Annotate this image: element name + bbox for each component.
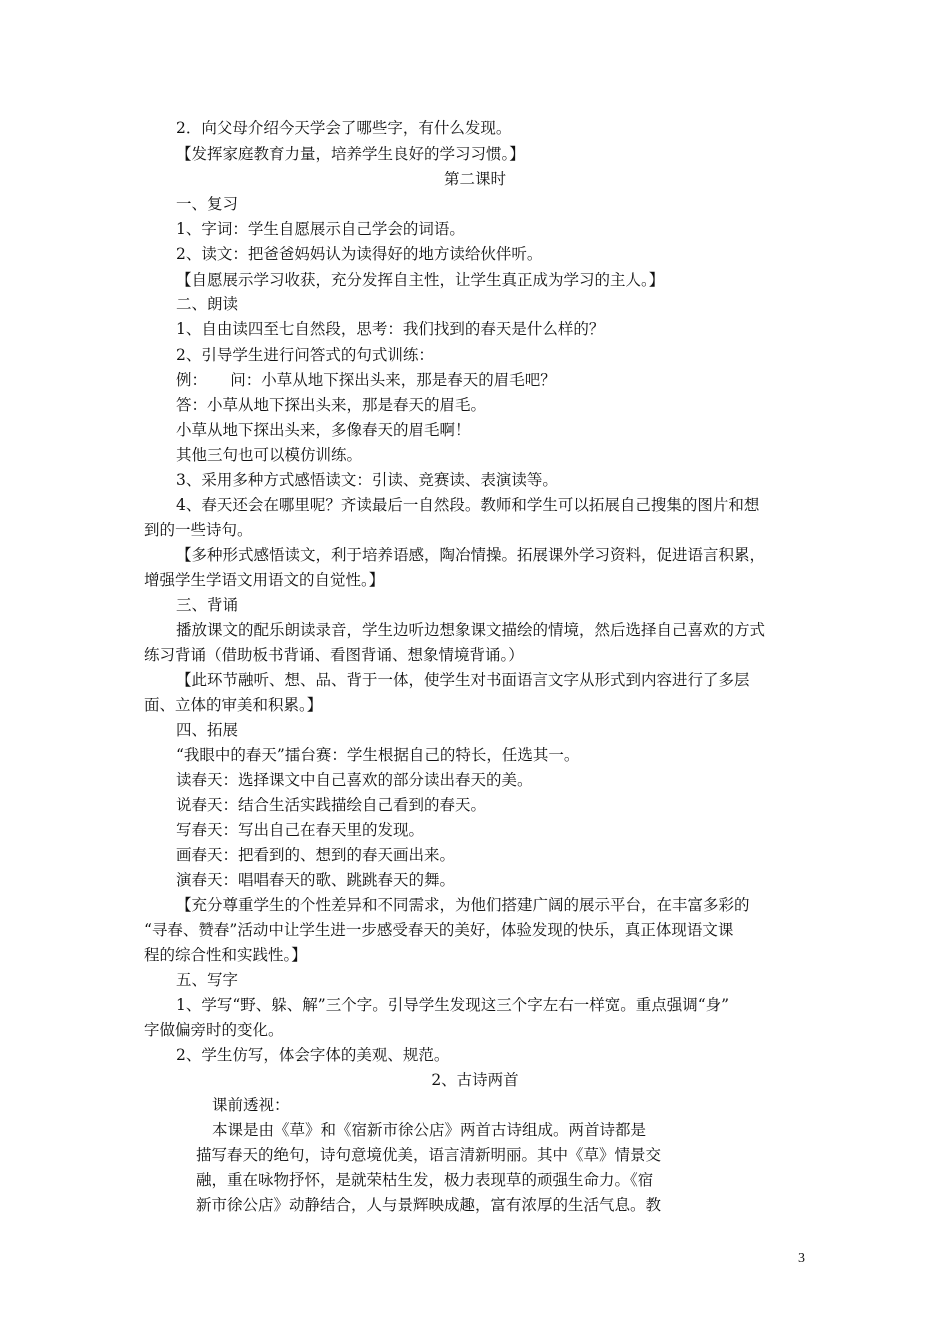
note-line: 【自愿展示学习收获，充分发挥自主性，让学生真正成为学习的主人。】 xyxy=(176,271,665,289)
text-line: 字做偏旁时的变化。 xyxy=(144,1021,284,1039)
note-line: 程的综合性和实践性。】 xyxy=(144,946,307,964)
text-line: 描写春天的绝句，诗句意境优美，语言清新明丽。其中《草》情景交 xyxy=(196,1146,662,1164)
text-line: 读春天：选择课文中自己喜欢的部分读出春天的美。 xyxy=(176,771,533,789)
note-line: 增强学生学语文用语文的自觉性。】 xyxy=(144,571,385,589)
text-line: 2、读文：把爸爸妈妈认为读得好的地方读给伙伴听。 xyxy=(176,245,543,263)
text-line: 1、自由读四至七自然段，思考：我们找到的春天是什么样的？ xyxy=(176,320,605,338)
subheading: 二、朗读 xyxy=(176,295,239,313)
text-line: 融，重在咏物抒怀，是就荣枯生发，极力表现草的顽强生命力。《宿 xyxy=(196,1171,654,1189)
subheading: 一、复习 xyxy=(176,195,239,213)
note-line: 面、立体的审美和积累。】 xyxy=(144,696,323,714)
text-line: 其他三句也可以模仿训练。 xyxy=(176,446,363,464)
subheading: 五、写字 xyxy=(176,971,239,989)
section-heading: 第二课时 xyxy=(443,170,506,188)
text-line: 2．向父母介绍今天学会了哪些字，有什么发现。 xyxy=(176,119,512,137)
subheading: 课前透视： xyxy=(212,1096,290,1114)
subheading: 四、拓展 xyxy=(176,721,239,739)
note-line: 【发挥家庭教育力量，培养学生良好的学习习惯。】 xyxy=(176,145,525,163)
text-line: 练习背诵（借助板书背诵、看图背诵、想象情境背诵。） xyxy=(144,646,524,664)
text-line: 1、字词：学生自愿展示自己学会的词语。 xyxy=(176,220,465,238)
text-line: 本课是由《草》和《宿新市徐公店》两首古诗组成。两首诗都是 xyxy=(212,1121,647,1139)
lesson-title: 2、古诗两首 xyxy=(431,1071,519,1089)
text-line: 1、学写“野、躲、解”三个字。引导学生发现这三个字左右一样宽。重点强调“身” xyxy=(176,996,730,1014)
text-line: 到的一些诗句。 xyxy=(144,521,253,539)
text-line: 2、学生仿写，体会字体的美观、规范。 xyxy=(176,1046,450,1064)
text-line: 写春天：写出自己在春天里的发现。 xyxy=(176,821,425,839)
note-line: 【此环节融听、想、品、背于一体，使学生对书面语言文字从形式到内容进行了多层 xyxy=(176,671,750,689)
text-line: 4、春天还会在哪里呢？齐读最后一自然段。教师和学生可以拓展自己搜集的图片和想 xyxy=(176,496,760,514)
subheading: 三、背诵 xyxy=(176,596,239,614)
note-line: 【充分尊重学生的个性差异和不同需求，为他们搭建广阔的展示平台，在丰富多彩的 xyxy=(176,896,750,914)
text-line: 3、采用多种方式感悟读文：引读、竞赛读、表演读等。 xyxy=(176,471,558,489)
text-line: 画春天：把看到的、想到的春天画出来。 xyxy=(176,846,456,864)
text-line: 演春天：唱唱春天的歌、跳跳春天的舞。 xyxy=(176,871,456,889)
text-line: 小草从地下探出头来，多像春天的眉毛啊！ xyxy=(176,421,471,439)
note-line: “寻春、赞春”活动中让学生进一步感受春天的美好，体验发现的快乐，真正体现语文课 xyxy=(144,921,734,939)
text-line: 新市徐公店》动静结合，人与景辉映成趣，富有浓厚的生活气息。教 xyxy=(196,1196,662,1214)
text-line: 例： 问：小草从地下探出头来，那是春天的眉毛吧？ xyxy=(176,371,556,389)
text-line: 播放课文的配乐朗读录音，学生边听边想象课文描绘的情境，然后选择自己喜欢的方式 xyxy=(176,621,766,639)
page-number: 3 xyxy=(798,1251,805,1266)
text-line: 2、引导学生进行问答式的句式训练： xyxy=(176,346,434,364)
text-line: “我眼中的春天”擂台赛：学生根据自己的特长，任选其一。 xyxy=(176,746,580,764)
note-line: 【多种形式感悟读文，利于培养语感，陶冶情操。拓展课外学习资料，促进语言积累， xyxy=(176,546,766,564)
text-line: 答：小草从地下探出头来，那是春天的眉毛。 xyxy=(176,396,487,414)
text-line: 说春天：结合生活实践描绘自己看到的春天。 xyxy=(176,796,487,814)
